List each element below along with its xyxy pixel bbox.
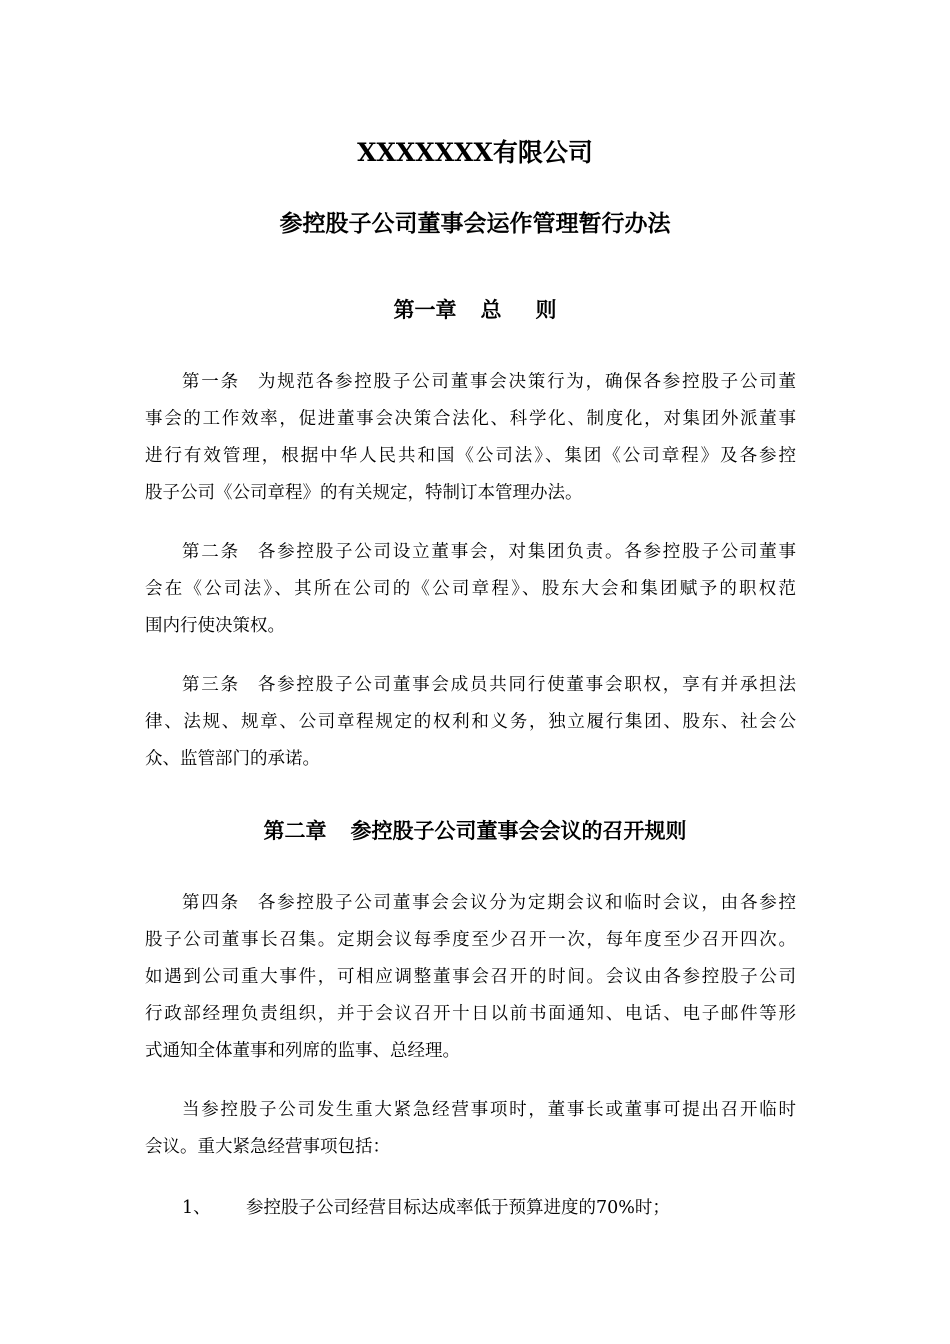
- article-1-line-2: 事会的工作效率，促进董事会决策合法化、科学化、制度化，对集团外派董事: [145, 409, 796, 429]
- article-3-label: 第三条: [182, 675, 240, 695]
- chapter-1-number: 第一章: [393, 297, 457, 322]
- list-item: [182, 1190, 670, 1227]
- chapter-2-heading: [0, 813, 950, 849]
- chapter-1-title-part2: 则: [535, 297, 557, 322]
- article-3-line-1: 第三条 各参控股子公司董事会成员共同行使董事会职权，享有并承担法: [182, 675, 797, 695]
- list-item-text: 参控股子公司经营目标达成率低于预算进度的70%时；: [246, 1198, 670, 1218]
- article-3-line-2: 律、法规、规章、公司章程规定的权利和义务，独立履行集团、股东、社会公: [145, 712, 796, 732]
- article-1-line-4: 股子公司《公司章程》的有关规定，特制订本管理办法。: [145, 483, 583, 503]
- article-2-label: 第二条: [182, 542, 240, 562]
- article-1: [145, 364, 796, 512]
- article-4-line-1: 第四条 各参控股子公司董事会会议分为定期会议和临时会议，由各参控: [182, 893, 797, 913]
- chapter-2-title: 参控股子公司董事会会议的召开规则: [350, 818, 687, 843]
- chapter-1-heading: [0, 292, 950, 328]
- paragraph-urgent-line-2: 会议。重大紧急经营事项包括：: [145, 1137, 390, 1157]
- article-1-label: 第一条: [182, 372, 240, 392]
- article-2-line-2: 会在《公司法》、其所在公司的《公司章程》、股东大会和集团赋予的职权范: [145, 579, 796, 599]
- article-2: [145, 534, 796, 645]
- document-title: 参控股子公司董事会运作管理暂行办法: [279, 210, 671, 237]
- article-4-line-5: 式通知全体董事和列席的监事、总经理。: [145, 1041, 460, 1061]
- article-1-line-3: 进行有效管理，根据中华人民共和国《公司法》、集团《公司章程》及各参控: [145, 446, 796, 466]
- company-title: XXXXXXX有限公司: [357, 138, 593, 167]
- paragraph-urgent-line-1: 当参控股子公司发生重大紧急经营事项时，董事长或董事可提出召开临时: [182, 1100, 796, 1120]
- article-4-line-2: 股子公司董事长召集。定期会议每季度至少召开一次，每年度至少召开四次。: [145, 930, 796, 950]
- paragraph-urgent-meetings: [145, 1092, 796, 1166]
- article-2-line-3: 围内行使决策权。: [145, 616, 285, 636]
- article-4-line-4: 行政部经理负责组织，并于会议召开十日以前书面通知、电话、电子邮件等形: [145, 1004, 796, 1024]
- article-2-line-1: 第二条 各参控股子公司设立董事会，对集团负责。各参控股子公司董事: [182, 542, 797, 562]
- article-4-line-3: 如遇到公司重大事件，可相应调整董事会召开的时间。会议由各参控股子公司: [145, 967, 796, 987]
- chapter-2-number: 第二章: [263, 818, 327, 843]
- article-3-line-3: 众、监管部门的承诺。: [145, 749, 320, 769]
- article-4-label: 第四条: [182, 893, 240, 913]
- article-4: [145, 885, 796, 1070]
- chapter-1-title-part1: 总: [480, 297, 502, 322]
- article-1-line-1: 第一条 为规范各参控股子公司董事会决策行为，确保各参控股子公司董: [182, 372, 797, 392]
- article-3: [145, 667, 796, 778]
- list-item-marker: 1、: [182, 1198, 211, 1218]
